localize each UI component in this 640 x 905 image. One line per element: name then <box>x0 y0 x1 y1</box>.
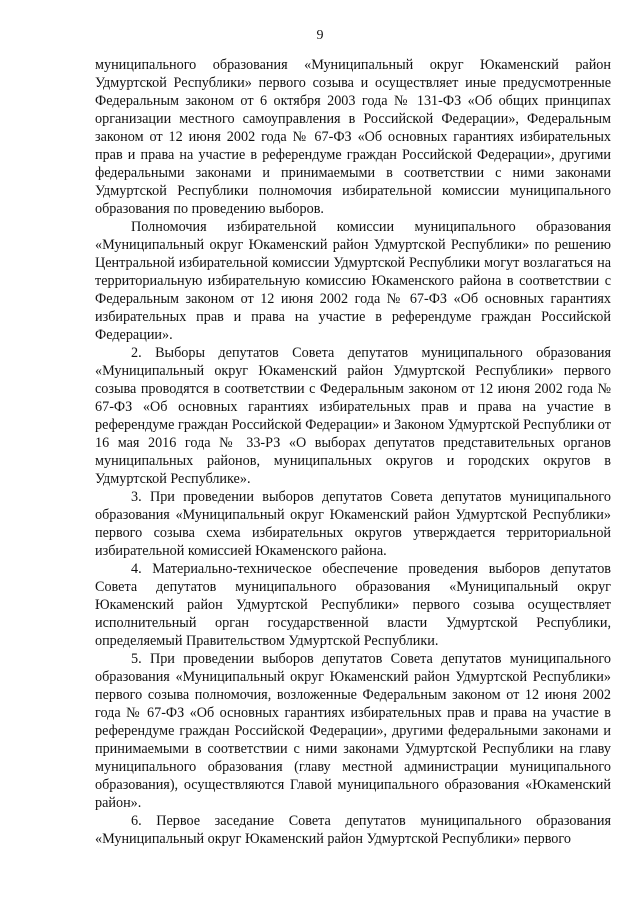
paragraph-continuation: муниципального образования «Муниципальный округ Юкаменский район Удмуртской Республики» первого созыва и осуществляет иные предусмотренные Федеральным законом от 6 октября 2003 года № 131-ФЗ «Об общих принципах организации местного самоуправления в Российской Федерации», Федеральным законом от 12 июня 2002 года № 67-ФЗ «Об основных гарантиях избирательных прав и права на участие в референдуме граждан Российской Федерации», другими федеральными законами и принимаемыми в соответствии с ними законами Удмуртской Республики полномочия избирательной комиссии муниципального образования по проведению выборов. <box>95 57 611 217</box>
paragraph-item-6: 6. Первое заседание Совета депутатов муниципального образования «Муниципальный округ Юкаменский район Удмуртской Республики» первого <box>95 813 611 847</box>
page-number: 9 <box>316 28 324 43</box>
paragraph-item-3: 3. При проведении выборов депутатов Совета депутатов муниципального образования «Муниципальный округ Юкаменский район Удмуртской Республики» первого созыва схема избирательных округов утверждается территориальной избирательной комиссией Юкаменского района. <box>95 489 611 559</box>
document-body <box>95 56 611 848</box>
paragraph-item-4: 4. Материально-техническое обеспечение проведения выборов депутатов Совета депутатов муниципального образования «Муниципальный округ Юкаменский район Удмуртской Республики» первого созыва осуществляет исполнительный орган государственной власти Удмуртской Республики, определяемый Правительством Удмуртской Республики. <box>95 561 611 649</box>
paragraph-item-2: 2. Выборы депутатов Совета депутатов муниципального образования «Муниципальный округ Юкаменский район Удмуртской Республики» первого созыва проводятся в соответствии с Федеральным законом от 12 июня 2002 года № 67-ФЗ «Об основных гарантиях избирательных прав и права на участие в референдуме граждан Российской Федерации» и Законом Удмуртской Республики от 16 мая 2016 года № 33-РЗ «О выборах депутатов представительных органов муниципальных районов, муниципальных округов и городских округов в Удмуртской Республике». <box>95 345 611 487</box>
paragraph-commission-powers: Полномочия избирательной комиссии муниципального образования «Муниципальный округ Юкаменский район Удмуртской Республики» по решению Центральной избирательной комиссии Удмуртской Республики могут возлагаться на территориальную избирательную комиссию Юкаменского района в соответствии с Федеральным законом от 12 июня 2002 года № 67-ФЗ «Об основных гарантиях избирательных прав и права на участие в референдуме граждан Российской Федерации». <box>95 219 611 343</box>
paragraph-item-5: 5. При проведении выборов депутатов Совета депутатов муниципального образования «Муниципальный округ Юкаменский район Удмуртской Республики» первого созыва полномочия, возложенные Федеральным законом от 12 июня 2002 года № 67-ФЗ «Об основных гарантиях избирательных прав и права на участие в референдуме граждан Российской Федерации», другими федеральными законами и принимаемыми в соответствии с ними законами Удмуртской Республики на главу муниципального образования (главу местной администрации муниципального образования), осуществляются Главой муниципального образования «Юкаменский район». <box>95 651 611 811</box>
